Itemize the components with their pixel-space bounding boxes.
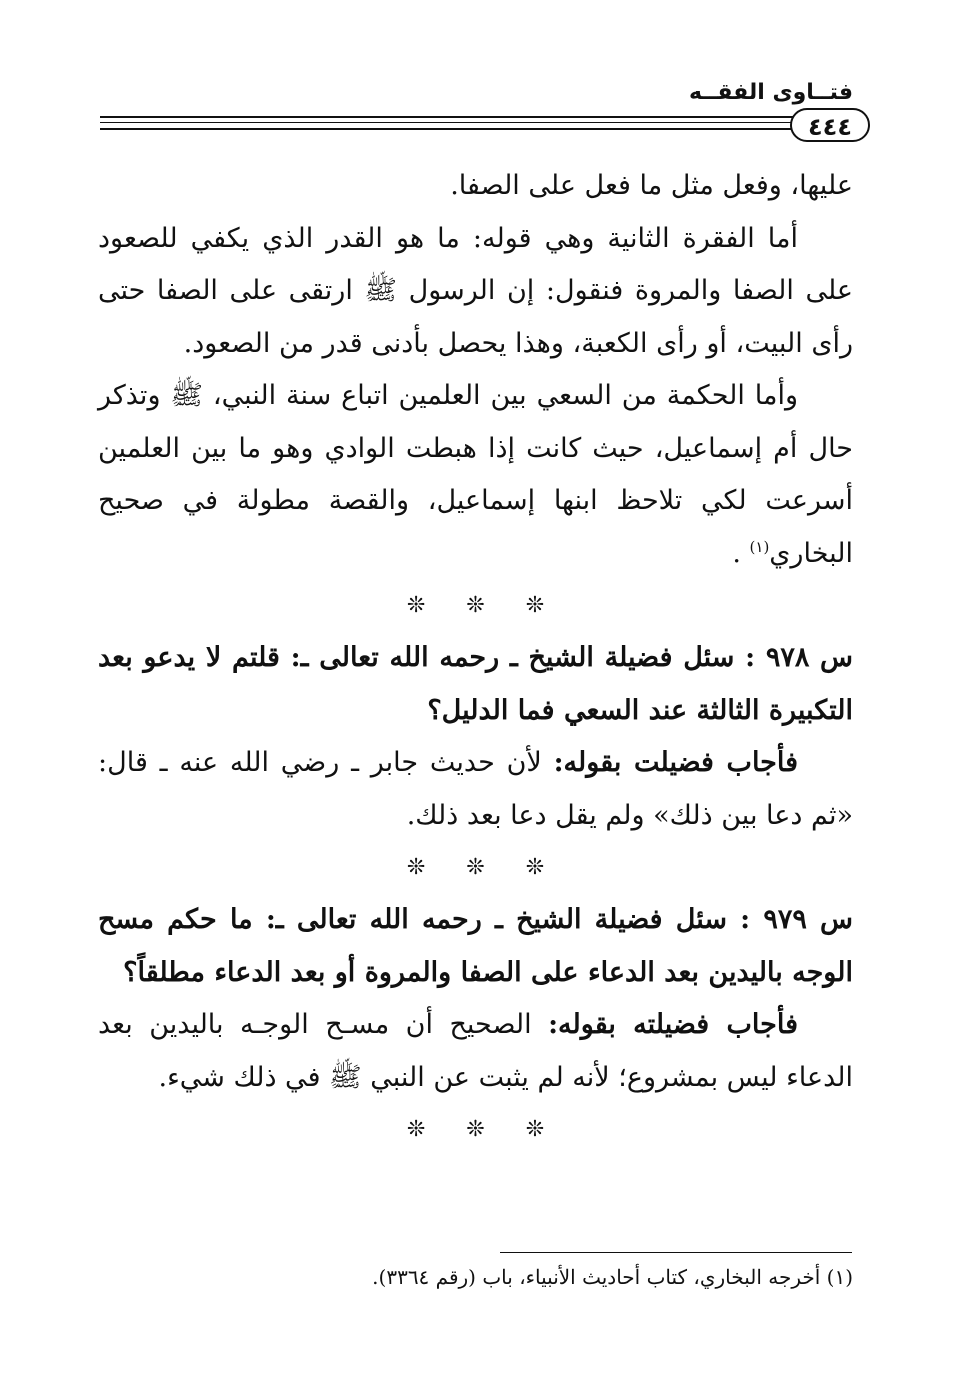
paragraph-continuation: عليها، وفعل مثل ما فعل على الصفا.	[450, 170, 853, 201]
answer-979-lead: فأجاب فضيلته بقوله:	[548, 1009, 798, 1040]
answer-978-lead: فأجاب فضيلت بقوله:	[553, 747, 798, 778]
footnote-reference-mark: (١)	[749, 537, 770, 556]
paragraph-second-clause: أما الفقرة الثانية وهي قوله: ما هو القدر الذي يكفي للصعود على الصفا والمروة فنقول: إن الرسول ﷺ ارتقى على الصفا حتى رأى البيت، أو رأى الكعبة، وهذا يحصل بأدنى قدر من الصعود.	[98, 222, 853, 359]
header-rule-bottom	[100, 128, 805, 130]
question-979: س ٩٧٩ : سئل فضيلة الشيخ ـ رحمه الله تعالى ـ: ما حكم مسح الوجه باليدين بعد الدعاء على الصفا والمروة أو بعد الدعاء مطلقاً؟	[98, 904, 854, 988]
answer-979-text: الصحيح أن مسـح الوجـه باليدين بعد الدعاء ليس بمشروع؛ لأنه لم يثبت عن النبي ﷺ في ذلك شيء.	[98, 1009, 853, 1093]
paragraph-wisdom-text: وأما الحكمة من السعي بين العلمين اتباع سنة النبي، ﷺ وتذكر حال أم إسماعيل، حيث كانت إذا هبطت الوادي وهو ما بين العلمين أسرعت لكي تلاحظ ابنها إسماعيل، والقصة مطولة في صحيح البخاري	[98, 380, 853, 569]
section-separator: ❊ ❊ ❊	[406, 1117, 545, 1142]
header-rule-middle	[100, 122, 805, 123]
footnote: (١) أخرجه البخاري، كتاب أحاديث الأنبياء، باب (رقم ٣٣٦٤).	[372, 1265, 853, 1289]
paragraph-wisdom-of-sai	[98, 370, 853, 580]
footnote-rule	[500, 1252, 852, 1253]
question-978: س ٩٧٨ : سئل فضيلة الشيخ ـ رحمه الله تعالى ـ: قلتم لا يدعو بعد التكبيرة الثالثة عند السعي فما الدليل؟	[98, 642, 854, 726]
answer-978-text: لأن حديث جابر ـ رضي الله عنه ـ قال: «ثم دعا بين ذلك» ولم يقل دعا بعد ذلك.	[98, 747, 853, 831]
header-rule-top	[100, 116, 805, 118]
answer-979	[98, 999, 853, 1104]
running-title: فتــاوى الفقــه	[688, 80, 853, 105]
section-separator: ❊ ❊ ❊	[406, 593, 545, 618]
section-separator: ❊ ❊ ❊	[406, 855, 545, 880]
answer-978	[98, 737, 853, 842]
paragraph-wisdom-end: .	[732, 537, 750, 569]
page-number: ٤٤٤	[790, 108, 870, 142]
page-body	[98, 160, 853, 1156]
